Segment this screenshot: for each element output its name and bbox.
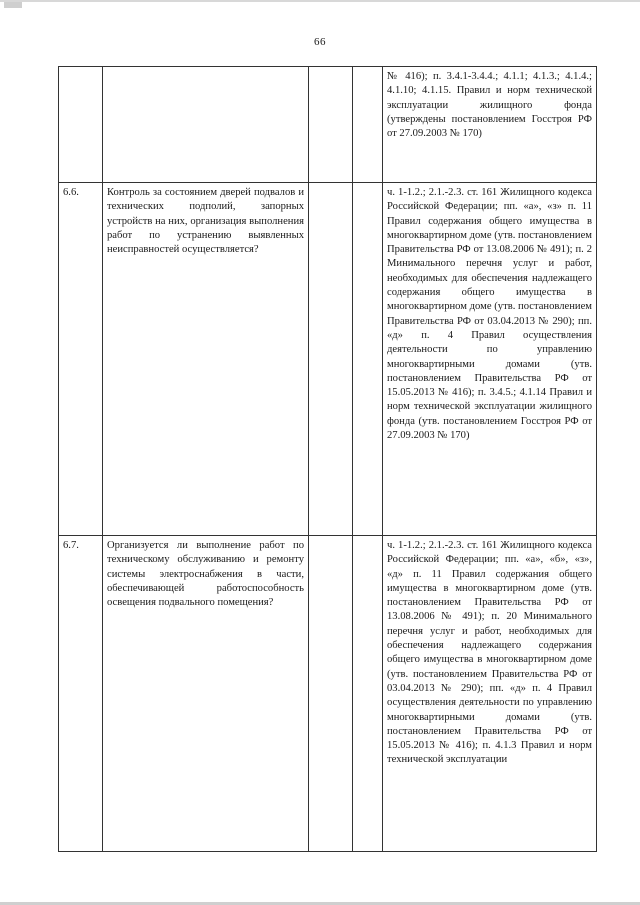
answer-cell xyxy=(309,67,353,183)
scan-top-edge xyxy=(0,0,640,2)
question-cell: Организуется ли выполнение работ по техническому обслуживанию и ремонту системы электроснабжения в части, обеспечивающей работоспособность освещения подвального помещения? xyxy=(103,536,309,852)
note-cell xyxy=(353,67,383,183)
table-row xyxy=(59,67,597,183)
table-row xyxy=(59,183,597,536)
note-cell xyxy=(353,183,383,536)
answer-cell xyxy=(309,536,353,852)
checklist-table xyxy=(58,66,597,852)
legal-reference-cell: ч. 1-1.2.; 2.1.-2.3. ст. 161 Жилищного кодекса Российской Федерации; пп. «а», «з» п. 11 Правил содержания общего имущества в многоквартирном доме (утв. постановлением Правительства РФ от 13.08.2006 № 491); п. 2 Минимального перечня услуг и работ, необходимых для обеспечения надлежащего содержания общего имущества в многоквартирном доме (утв. постановлением Правительства РФ от 03.04.2013 № 290); пп. «д» п. 4 Правил осуществления деятельности по управлению многоквартирными домами (утв. постановлением Правительства РФ от 15.05.2013 № 416); п. 3.4.5.; 4.1.14 Правил и норм технической эксплуатации жилищного фонда (утв. постановлением Госстроя РФ от 27.09.2003 № 170) xyxy=(383,183,597,536)
note-cell xyxy=(353,536,383,852)
row-number xyxy=(59,67,103,183)
scan-artifact xyxy=(4,2,22,8)
answer-cell xyxy=(309,183,353,536)
page-number: 66 xyxy=(314,36,326,48)
row-number: 6.7. xyxy=(59,536,103,852)
legal-reference-cell: ч. 1-1.2.; 2.1.-2.3. ст. 161 Жилищного кодекса Российской Федерации; пп. «а», «б», «з», «д» п. 11 Правил содержания общего имущества в многоквартирном доме (утв. постановлением Правительства РФ от 13.08.2006 № 491); п. 20 Минимального перечня услуг и работ, необходимых для обеспечения надлежащего содержания общего имущества в многоквартирном доме (утв. постановлением Правительства РФ от 03.04.2013 № 290); пп. «д» п. 4 Правил осуществления деятельности по управлению многоквартирными домами (утв. постановлением Правительства РФ от 15.05.2013 № 416); п. 4.1.3 Правил и норм технической эксплуатации xyxy=(383,536,597,852)
legal-reference-cell: № 416); п. 3.4.1-3.4.4.; 4.1.1; 4.1.3.; 4.1.4.; 4.1.10; 4.1.15. Правил и норм технической эксплуатации жилищного фонда (утверждены постановлением Госстроя РФ от 27.09.2003 № 170) xyxy=(383,67,597,183)
question-cell: Контроль за состоянием дверей подвалов и технических подполий, запорных устройств на них, организация выполнения работ по устранению выявленных неисправностей осуществляется? xyxy=(103,183,309,536)
row-number: 6.6. xyxy=(59,183,103,536)
table-row xyxy=(59,536,597,852)
question-cell xyxy=(103,67,309,183)
